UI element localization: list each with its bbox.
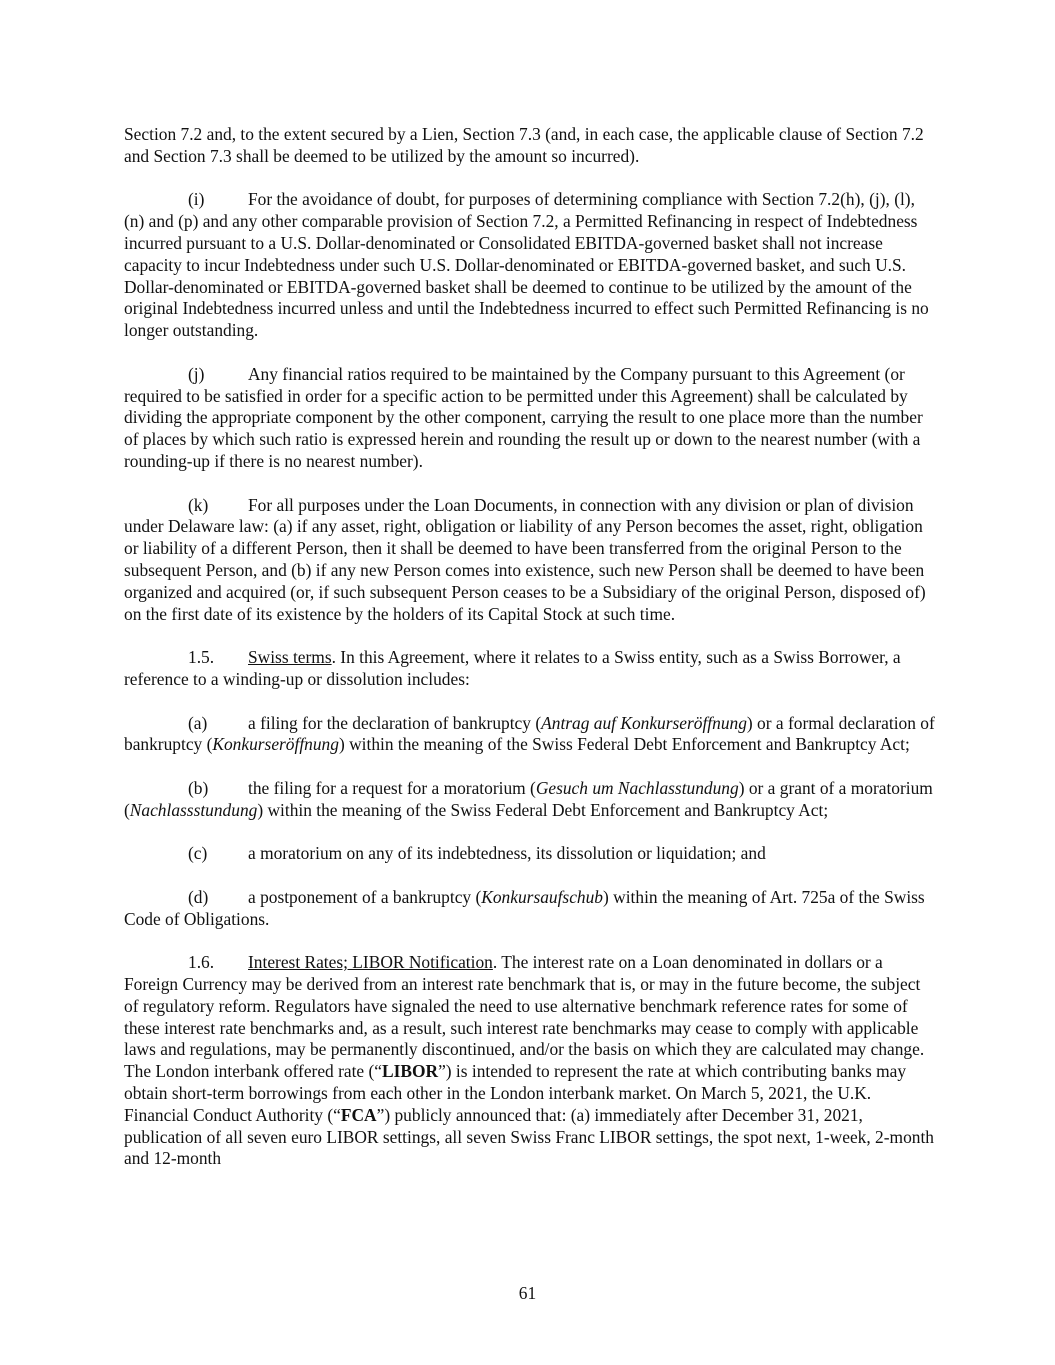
paragraph-text: a moratorium on any of its indebtedness, its dissolution or liquidation; and bbox=[248, 843, 766, 864]
paragraph-text: For the avoidance of doubt, for purposes of determining compliance with Section 7.2(h), (j), (l), (n) and (p) and any other comparable provision of Section 7.2, a Permitted Refinancing in respect of Indebtedness incurred pursuant to a U.S. Dollar-denominated or Consolidated EBITDA-governed basket shall not increase capacity to incur Indebtedness under such U.S. Dollar-denominated or EBITDA-governed basket, and such U.S. Dollar-denominated or EBITDA-governed basket shall be deemed to continue to be utilized by the amount of the original Indebtedness incurred unless and until the Indebtedness incurred to effect such Permitted Refinancing is no longer outstanding. bbox=[124, 189, 929, 341]
defined-term-libor: LIBOR bbox=[382, 1061, 439, 1082]
paragraph-text: ) within the meaning of Art. 725a of the Swiss Code of Obligations. bbox=[124, 886, 925, 929]
section-heading: Swiss terms bbox=[248, 647, 332, 668]
paragraph-text: ) or a grant of a moratorium ( bbox=[124, 777, 933, 820]
paragraph-text: For all purposes under the Loan Documents, in connection with any division or plan of division under Delaware law: (a) if any asset, right, obligation or liability of any Person becomes the asset, right, obligation or liability of a different Person, then it shall be deemed to have been transferred from the original Person to the subsequent Person, and (b) if any new Person comes into existence, such new Person shall be deemed to have been organized and acquired (or, if such subsequent Person ceases to be a Subsidiary of the original Person, disposed of) on the first date of its existence by the holders of its Capital Stock at such time. bbox=[124, 494, 926, 624]
paragraph-continuation bbox=[124, 124, 936, 168]
clause-label: (b) bbox=[188, 777, 209, 798]
clause-i bbox=[124, 189, 936, 342]
clause-k bbox=[124, 495, 936, 626]
german-term: Gesuch um Nachlasstundung bbox=[535, 777, 739, 798]
paragraph-text: Any financial ratios required to be maintained by the Company pursuant to this Agreement (or required to be satisfied in order for a specific action to be permitted under this Agreement) shall be calculated by dividing the appropriate component by the other component, carrying the result to one place more than the number of places by which such ratio is expressed herein and rounding the result up or down to the nearest number (with a rounding-up if there is no nearest number). bbox=[124, 363, 923, 471]
german-term: Konkursaufschub bbox=[481, 886, 604, 907]
german-term: Konkurseröffnung bbox=[212, 734, 339, 755]
clause-j bbox=[124, 364, 936, 473]
section-number: 1.6. bbox=[188, 952, 215, 973]
clause-label: (j) bbox=[188, 363, 205, 384]
section-1-6 bbox=[124, 952, 936, 1170]
swiss-clause-a bbox=[124, 713, 936, 757]
paragraph-text: ”) is intended to represent the rate at which contributing banks may obtain short-term borrowings from each other in the London interbank market. On March 5, 2021, the U.K. Financial Conduct Authority (“ bbox=[124, 1061, 907, 1125]
defined-term-fca: FCA bbox=[340, 1104, 377, 1125]
page-number: 61 bbox=[518, 1283, 537, 1303]
paragraph-text: . In this Agreement, where it relates to a Swiss entity, such as a Swiss Borrower, a reference to a winding-up or dissolution includes: bbox=[124, 647, 901, 689]
paragraph-text: . The interest rate on a Loan denominated in dollars or a Foreign Currency may be derived from an interest rate benchmark that is, or may in the future become, the subject of regulatory reform. Regulators have signaled the need to use alternative benchmark reference rates for some of these interest rate benchmarks and, as a result, such interest rate benchmarks may cease to comply with applicable laws and regulations, may be permanently discontinued, and/or the basis on which they are calculated may change. The London interbank offered rate (“ bbox=[124, 952, 925, 1082]
section-heading: Interest Rates; LIBOR Notification bbox=[248, 952, 493, 973]
clause-label: (d) bbox=[188, 886, 209, 907]
clause-label: (a) bbox=[188, 712, 208, 733]
paragraph-text: a filing for the declaration of bankruptcy ( bbox=[248, 712, 542, 733]
document-page bbox=[124, 124, 936, 1192]
swiss-clause-b bbox=[124, 778, 936, 822]
german-term: Antrag auf Konkurseröffnung bbox=[541, 712, 747, 733]
paragraph-text: Section 7.2 and, to the extent secured by a Lien, Section 7.3 (and, in each case, the applicable clause of Section 7.2 and Section 7.3 shall be deemed to be utilized by the amount so incurred). bbox=[124, 124, 924, 166]
clause-label: (k) bbox=[188, 494, 209, 515]
paragraph-text: a postponement of a bankruptcy ( bbox=[248, 886, 482, 907]
swiss-clause-c bbox=[124, 843, 936, 865]
paragraph-text: ) within the meaning of the Swiss Federal Debt Enforcement and Bankruptcy Act; bbox=[338, 734, 910, 755]
paragraph-text: ) or a formal declaration of bankruptcy ( bbox=[124, 712, 935, 755]
paragraph-text: the filing for a request for a moratorium ( bbox=[248, 777, 536, 798]
clause-label: (i) bbox=[188, 189, 205, 210]
paragraph-text: ) within the meaning of the Swiss Federal Debt Enforcement and Bankruptcy Act; bbox=[257, 799, 829, 820]
section-1-5 bbox=[124, 647, 936, 691]
swiss-clause-d bbox=[124, 887, 936, 931]
section-number: 1.5. bbox=[188, 647, 215, 668]
clause-label: (c) bbox=[188, 843, 208, 864]
paragraph-text: ”) publicly announced that: (a) immediately after December 31, 2021, publication of all seven euro LIBOR settings, all seven Swiss Franc LIBOR settings, the spot next, 1-week, 2-month and 12-month bbox=[124, 1104, 934, 1169]
german-term: Nachlassstundung bbox=[129, 799, 258, 820]
